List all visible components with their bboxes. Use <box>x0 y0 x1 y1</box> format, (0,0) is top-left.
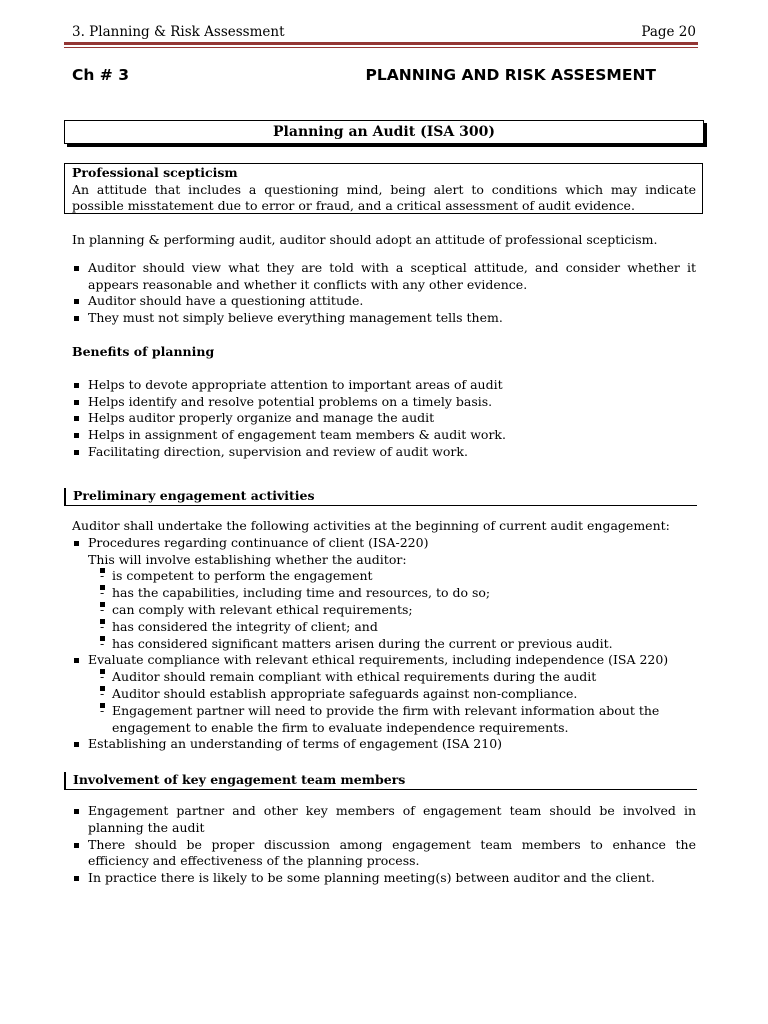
scepticism-list <box>72 260 696 327</box>
chapter-number: Ch # 3 <box>72 66 129 84</box>
benefits-section <box>72 344 696 461</box>
list-item: Helps identify and resolve potential problems on a timely basis. <box>72 394 696 411</box>
header-rule-thick <box>64 42 698 45</box>
preliminary-intro: Auditor shall undertake the following activities at the beginning of current audit engagement: <box>72 518 670 533</box>
section-title-box: Planning an Audit (ISA 300) <box>64 120 704 144</box>
scepticism-section <box>72 232 696 327</box>
list-item: There should be proper discussion among engagement team members to enhance the efficiency and effectiveness of the planning process. <box>72 837 696 871</box>
sub-list-item: - can comply with relevant ethical requirements; <box>100 602 696 619</box>
list-item-text: Evaluate compliance with relevant ethical requirements, including independence (ISA 220) <box>88 652 669 668</box>
benefits-list <box>72 377 696 461</box>
list-item: Helps in assignment of engagement team members & audit work. <box>72 427 696 444</box>
preliminary-list <box>72 535 696 753</box>
list-item: Helps to devote appropriate attention to important areas of audit <box>72 377 696 394</box>
sub-list-item: - has considered significant matters arisen during the current or previous audit. <box>100 636 696 653</box>
definition-title: Professional scepticism <box>72 165 238 180</box>
list-item: Establishing an understanding of terms of engagement (ISA 210) <box>72 736 696 753</box>
list-item: Auditor should view what they are told with a sceptical attitude, and consider whether it appears reasonable and whether it conflicts with any other evidence. <box>72 260 696 294</box>
header-page-number: Page 20 <box>641 24 696 40</box>
benefits-heading: Benefits of planning <box>72 344 215 359</box>
involvement-list <box>72 803 696 887</box>
scepticism-definition-box <box>64 163 703 214</box>
sub-list-item: - is competent to perform the engagement <box>100 568 696 585</box>
sub-list-item: - Auditor should establish appropriate safeguards against non-compliance. <box>100 686 696 703</box>
list-item <box>72 535 696 653</box>
scepticism-intro: In planning & performing audit, auditor should adopt an attitude of professional scepticism. <box>72 232 658 247</box>
definition-text: An attitude that includes a questioning mind, being alert to conditions which may indicate possible misstatement due to error or fraud, and a critical assessment of audit evidence. <box>72 181 696 213</box>
header-rule-thin <box>64 47 698 48</box>
list-item: Facilitating direction, supervision and review of audit work. <box>72 444 696 461</box>
sub-list-item: - has considered the integrity of client; and <box>100 619 696 636</box>
list-item: Helps auditor properly organize and manage the audit <box>72 410 696 427</box>
involvement-section <box>72 803 696 887</box>
sub-list-item: - Auditor should remain compliant with ethical requirements during the audit <box>100 669 696 686</box>
list-item-text: Procedures regarding continuance of client (ISA-220) <box>88 534 429 550</box>
list-item: Auditor should have a questioning attitude. <box>72 293 696 310</box>
chapter-title: PLANNING AND RISK ASSESMENT <box>365 66 656 84</box>
sub-list <box>88 568 696 652</box>
sub-list-item: - Engagement partner will need to provide the firm with relevant information about the engagement to enable the firm to evaluate independence requirements. <box>100 703 696 737</box>
list-item-note: This will involve establishing whether the auditor: <box>88 551 407 567</box>
list-item: They must not simply believe everything management tells them. <box>72 310 696 327</box>
involvement-heading: Involvement of key engagement team members <box>64 772 697 790</box>
sub-list-item: - has the capabilities, including time and resources, to do so; <box>100 585 696 602</box>
preliminary-heading: Preliminary engagement activities <box>64 488 697 506</box>
sub-list <box>88 669 696 736</box>
list-item: In practice there is likely to be some planning meeting(s) between auditor and the client. <box>72 870 696 887</box>
preliminary-section <box>72 518 696 753</box>
list-item <box>72 652 696 736</box>
list-item: Engagement partner and other key members of engagement team should be involved in planning the audit <box>72 803 696 837</box>
header-chapter-label: 3. Planning & Risk Assessment <box>72 24 285 40</box>
